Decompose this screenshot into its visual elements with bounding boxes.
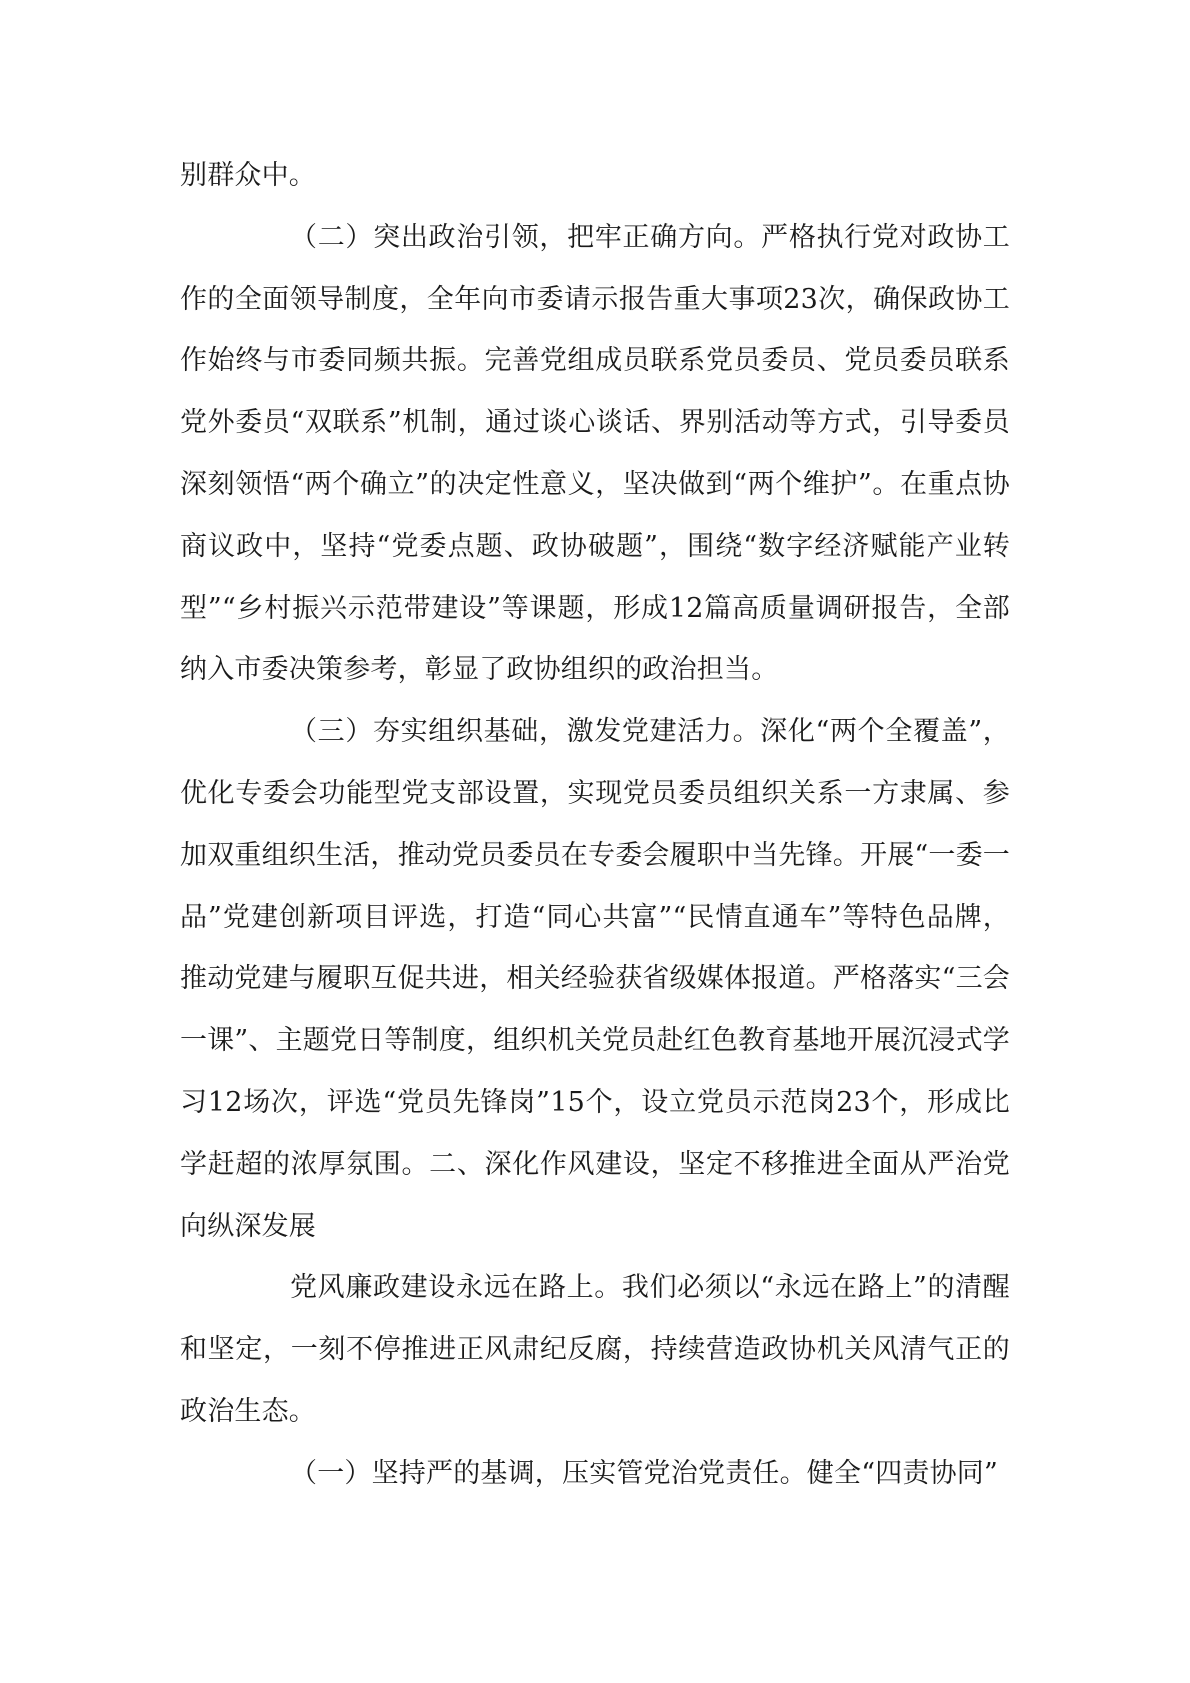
paragraph-organization-foundation: （三）夯实组织基础，激发党建活力。深化“两个全覆盖”，优化专委会功能型党支部设置，实现党员委员组织关系一方隶属、参加双重组织生活，推动党员委员在专委会履职中当先锋。开展“一委一品”党建创新项目评选，打造“同心共富”“民情直通车”等特色品牌，推动党建与履职互促共进，相关经验获省级媒体报道。严格落实“三会一课”、主题党日等制度，组织机关党员赴红色教育基地开展沉浸式学习12场次，评选“党员先锋岗”15个，设立党员示范岗23个，形成比学赶超的浓厚氛围。二、深化作风建设，坚定不移推进全面从严治党向纵深发展 bbox=[180, 716, 1011, 1242]
paragraph-clean-government: 党风廉政建设永远在路上。我们必须以“永远在路上”的清醒和坚定，一刻不停推进正风肃纪反腐，持续营造政协机关风清气正的政治生态。 bbox=[180, 1272, 1010, 1427]
paragraph-strict-tone: （一）坚持严的基调，压实管党治党责任。健全“四责协同” bbox=[290, 1457, 999, 1489]
paragraph-political-leadership: （二）突出政治引领，把牢正确方向。严格执行党对政协工作的全面领导制度，全年向市委请示报告重大事项23次，确保政协工作始终与市委同频共振。完善党组成员联系党员委员、党员委员联系党外委员“双联系”机制，通过谈心谈话、界别活动等方式，引导委员深刻领悟“两个确立”的决定性意义，坚决做到“两个维护”。在重点协商议政中，坚持“党委点题、政协破题”，围绕“数字经济赋能产业转型”“乡村振兴示范带建设”等课题，形成12篇高质量调研报告，全部纳入市委决策参考，彰显了政协组织的政治担当。 bbox=[180, 221, 1010, 686]
document-body bbox=[180, 145, 1010, 1505]
paragraph-continuation: 别群众中。 bbox=[180, 160, 316, 191]
